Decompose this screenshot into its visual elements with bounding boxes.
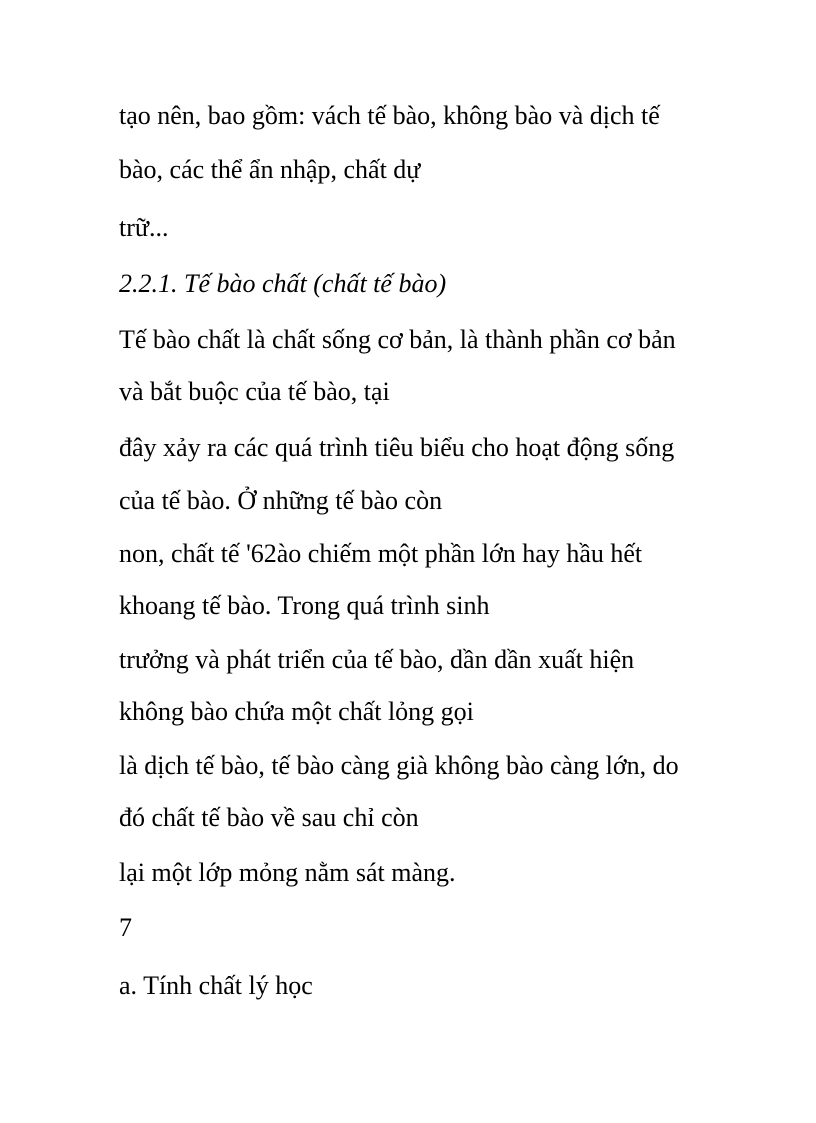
text-line: và bắt buộc của tế bào, tại [119, 377, 390, 406]
text-line: khoang tế bào. Trong quá trình sinh [119, 591, 490, 620]
text-line: non, chất tế '62ào chiếm một phần lớn hay hầu hết [119, 539, 643, 568]
text-line: tạo nên, bao gồm: vách tế bào, không bào và dịch tế [119, 101, 660, 130]
text-line: không bào chứa một chất lỏng gọi [119, 697, 474, 726]
text-line: lại một lớp mỏng nằm sát màng. [119, 858, 456, 887]
text-line: trưởng và phát triển của tế bào, dần dần xuất hiện [119, 645, 635, 674]
text-line: đây xảy ra các quá trình tiêu biểu cho hoạt động sống [119, 433, 675, 462]
text-line: Tế bào chất là chất sống cơ bản, là thành phần cơ bản [119, 325, 676, 354]
subsection-heading: a. Tính chất lý học [119, 971, 313, 1000]
text-line: trữ... [119, 213, 169, 242]
section-heading: 2.2.1. Tế bào chất (chất tế bào) [119, 269, 447, 298]
text-line: là dịch tế bào, tế bào càng già không bào càng lớn, do [119, 751, 679, 780]
text-line: bào, các thể ẩn nhập, chất dự [119, 155, 421, 184]
page-number: 7 [119, 913, 132, 942]
text-line: đó chất tế bào về sau chỉ còn [119, 803, 419, 832]
text-line: của tế bào. Ở những tế bào còn [119, 486, 443, 515]
